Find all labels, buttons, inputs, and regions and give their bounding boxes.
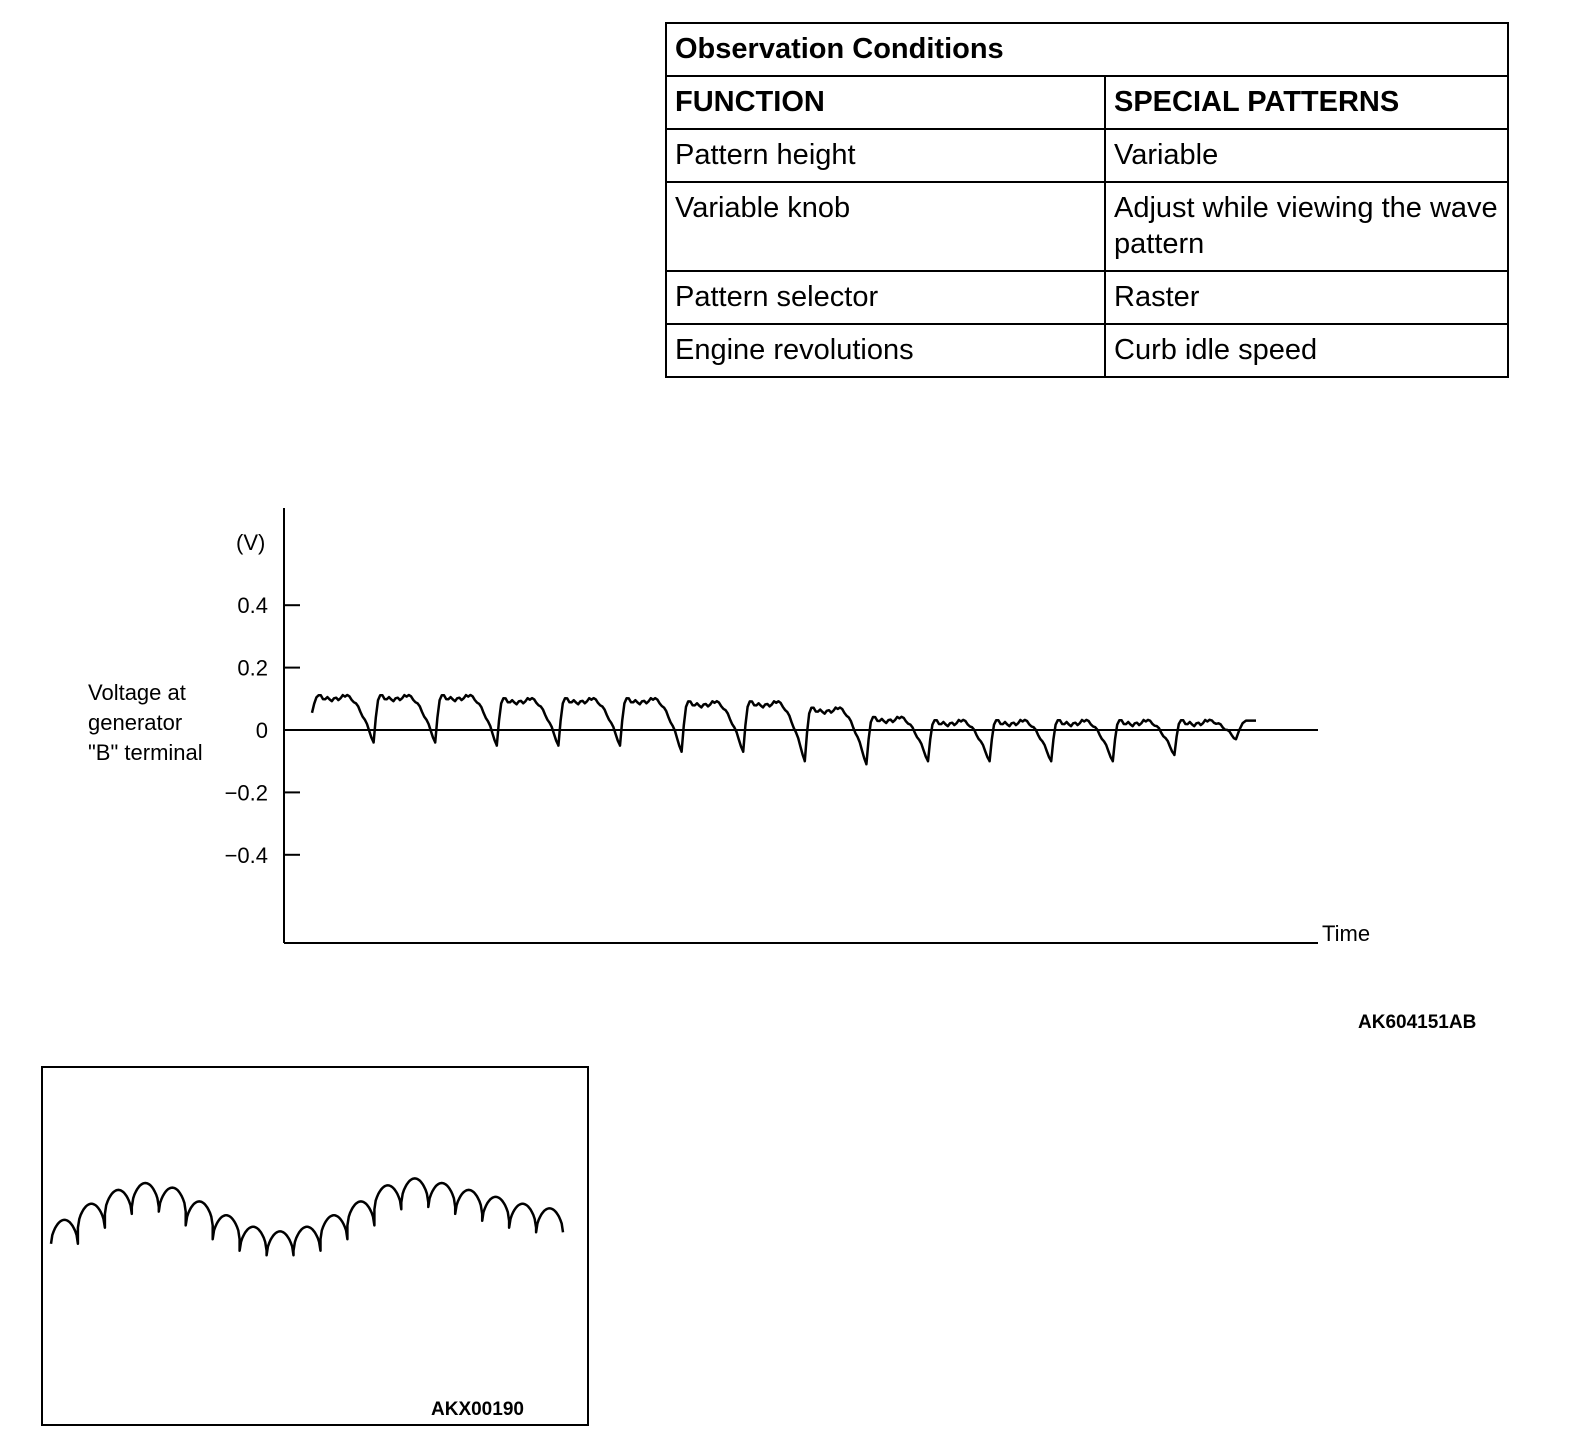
- column-header-special-patterns: SPECIAL PATTERNS: [1105, 76, 1508, 129]
- table-title: Observation Conditions: [666, 23, 1508, 76]
- table-cell-text: Adjust while viewing the wave pattern: [1114, 192, 1498, 260]
- y-tick-label: 0: [255, 718, 268, 743]
- observation-conditions-table: [665, 22, 1509, 378]
- figure-code: AKX00190: [431, 1399, 524, 1420]
- table-cell: Variable knob: [666, 182, 1105, 271]
- x-axis-label: Time: [1322, 921, 1371, 946]
- y-axis-label-line: "B" terminal: [88, 740, 203, 765]
- y-tick-label: −0.4: [224, 842, 268, 868]
- table-row: [666, 182, 1508, 271]
- table-cell: Pattern height: [666, 129, 1105, 182]
- y-axis-label-line: generator: [88, 710, 183, 735]
- y-tick-label: 0.2: [237, 655, 268, 681]
- inset-waveform-chart: [43, 1068, 591, 1428]
- table-cell: Raster: [1105, 271, 1508, 324]
- y-axis-label: [88, 680, 203, 765]
- y-tick-label: −0.2: [224, 780, 268, 806]
- table-row: [666, 324, 1508, 377]
- table-row: [666, 129, 1508, 182]
- table-cell: [1105, 182, 1508, 271]
- table-cell: Pattern selector: [666, 271, 1105, 324]
- inset-series-line: [51, 1178, 563, 1255]
- voltage-waveform-chart: [0, 490, 1584, 980]
- column-header-function: FUNCTION: [666, 76, 1105, 129]
- y-tick-label: 0.4: [237, 593, 268, 619]
- inset-waveform-figure: [41, 1066, 589, 1426]
- table-cell: Variable: [1105, 129, 1508, 182]
- y-axis-unit: (V): [236, 530, 266, 555]
- table-cell: Engine revolutions: [666, 324, 1105, 377]
- figure-code: AK604151AB: [1358, 1012, 1477, 1033]
- table-cell: Curb idle speed: [1105, 324, 1508, 377]
- y-axis-label-line: Voltage at: [88, 680, 186, 705]
- table-row: [666, 271, 1508, 324]
